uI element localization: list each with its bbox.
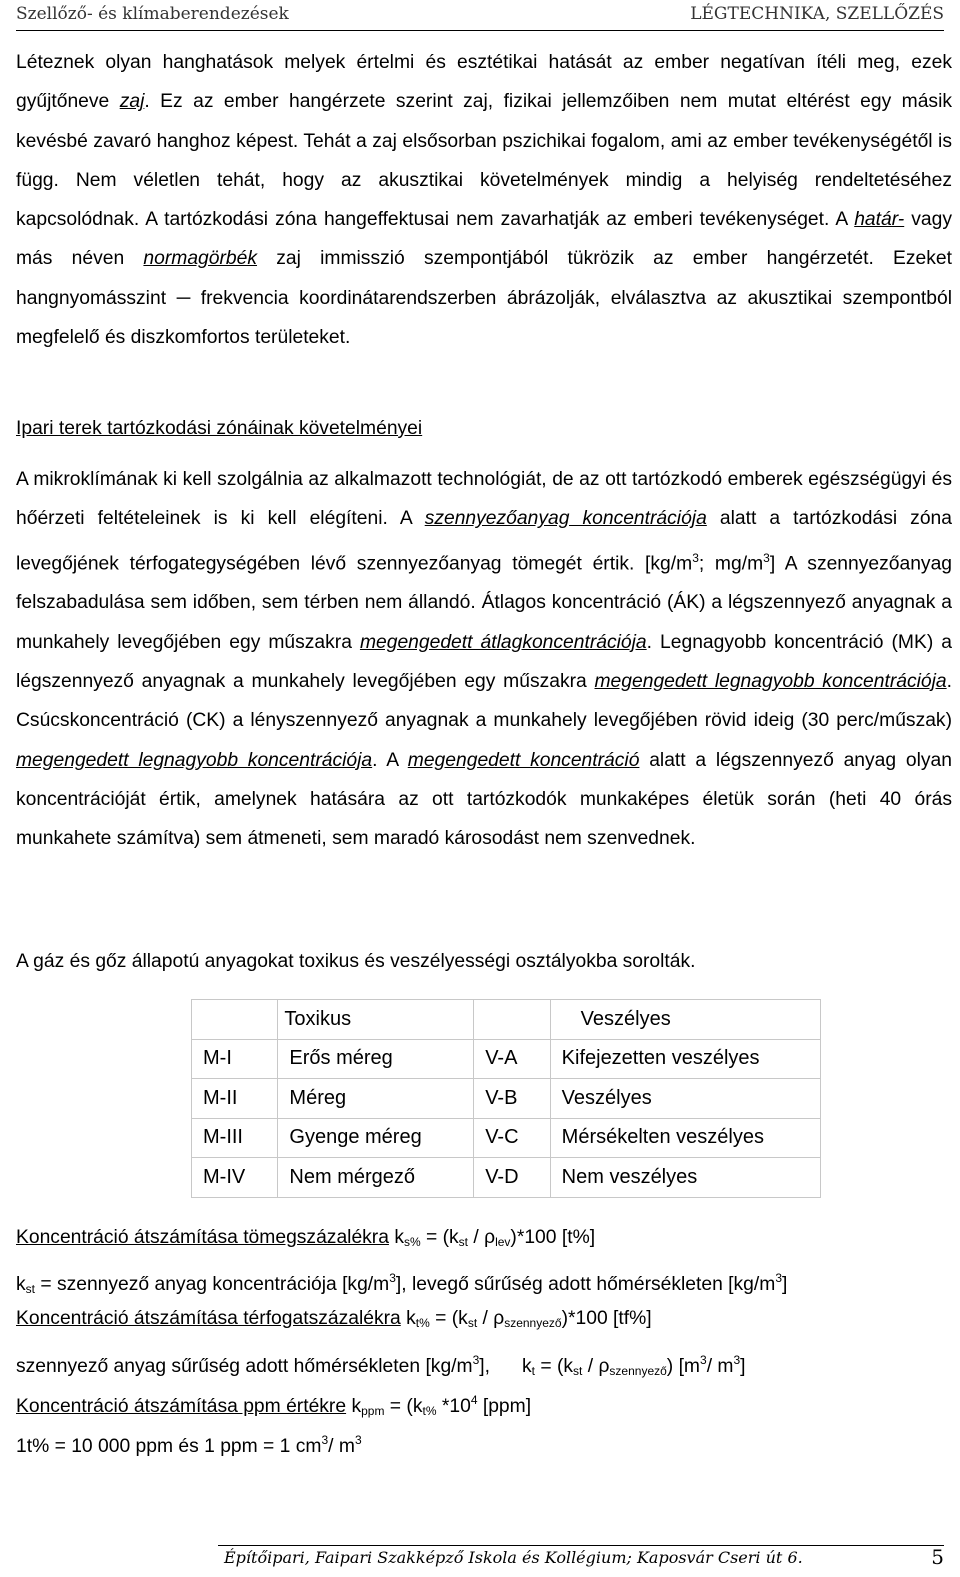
table-row: [192, 1118, 821, 1158]
term-normagorbek: normagörbék: [143, 248, 258, 270]
page-header: [16, 0, 944, 30]
text-span: alatt a légszennyező anyag olyan koncentrációját értik, amelynek hatására az ott tartózkodók munkaképes életük során (heti 40 órás munkahete számítva) sem átmeneti, sem maradó károsodást nem szenvednek.: [16, 749, 952, 850]
text-span: = (k: [534, 1356, 574, 1377]
formula-conversion: [16, 1425, 362, 1462]
table-header-danger: Veszélyes: [550, 1000, 820, 1040]
table-cell: Veszélyes: [550, 1079, 820, 1119]
table-cell: M-III: [192, 1118, 278, 1158]
text-span: . A: [372, 749, 408, 771]
subscript: szennyező: [504, 1316, 562, 1330]
text-span: )*100 [tf%]: [561, 1308, 652, 1329]
text-span: 1t% = 10 000 ppm és 1 ppm = 1 cm: [16, 1436, 322, 1457]
text-span: ; mg/m: [698, 553, 764, 575]
subscript: ppm: [361, 1404, 385, 1418]
text-span: / m: [328, 1436, 355, 1457]
table-cell: Méreg: [278, 1079, 474, 1119]
term-peak-concentration: megengedett legnagyobb koncentrációja: [16, 749, 373, 771]
superscript: 3: [321, 1433, 329, 1447]
text-span: / ρ: [582, 1356, 610, 1377]
table-cell: V-B: [474, 1079, 550, 1119]
text-span: vagy más néven: [16, 209, 952, 270]
text-span: = (k: [429, 1308, 468, 1329]
formula-title: Koncentráció átszámítása térfogatszázalékra: [16, 1308, 401, 1329]
text-span: = szennyező anyag koncentrációja [kg/m: [34, 1274, 390, 1295]
header-title: Szellőző- és klímaberendezések: [16, 4, 289, 24]
formula-title: Koncentráció átszámítása tömegszázalékra: [16, 1227, 389, 1248]
formula-ppm: [16, 1385, 531, 1426]
page-number: 5: [931, 1545, 944, 1569]
table-header-toxic: Toxikus: [278, 1000, 474, 1040]
superscript: 3: [733, 1353, 741, 1367]
table-header-row: [192, 1000, 821, 1040]
paragraph-classes: A gáz és gőz állapotú anyagokat toxikus és veszélyességi osztályokba sorolták.: [16, 951, 696, 972]
toxicity-class-table: [191, 999, 821, 1198]
subscript: szennyező: [609, 1364, 667, 1378]
table-cell: Kifejezetten veszélyes: [550, 1039, 820, 1079]
text-span: ] A szennyezőanyag felszabadulása sem időben, sem térben nem állandó. Átlagos koncentráció (ÁK) a légszennyező anyagnak a munkahely levegőjében egy műszakra: [16, 553, 953, 653]
paragraph-noise: [16, 43, 952, 357]
table-cell: M-I: [192, 1039, 278, 1079]
text-span: = (k: [384, 1396, 423, 1417]
term-pollutant-concentration: szennyezőanyag koncentrációja: [424, 508, 707, 530]
paragraph-microclimate: [16, 460, 952, 858]
formula-definition: [16, 1263, 787, 1304]
table-cell: M-II: [192, 1079, 278, 1119]
table-cell: V-C: [474, 1118, 550, 1158]
table-cell: V-A: [474, 1039, 550, 1079]
table-cell: Erős méreg: [278, 1039, 474, 1079]
subscript: t%: [415, 1316, 430, 1330]
subscript: st: [467, 1316, 478, 1330]
superscript: 4: [470, 1393, 478, 1407]
term-average-concentration: megengedett átlagkoncentrációja: [359, 631, 647, 653]
table-row: [192, 1079, 821, 1119]
section-heading: Ipari terek tartózkodási zónáinak követelményei: [16, 418, 423, 439]
term-hatar: határ-: [854, 209, 905, 231]
footer-rule: [218, 1545, 944, 1546]
text-span: ) [m: [666, 1356, 700, 1377]
text-span: k: [522, 1356, 532, 1377]
table-row: [192, 1039, 821, 1079]
term-zaj: zaj: [119, 91, 145, 113]
text-span: alatt a tartózkodási zóna levegőjének térfogategységében lévő szennyezőanyag tömegét értik. [kg/m: [16, 508, 952, 575]
table-cell: Gyenge méreg: [278, 1118, 474, 1158]
text-span: = (k: [420, 1227, 459, 1248]
table-cell: [474, 1000, 550, 1040]
table-cell: [192, 1000, 278, 1040]
table-cell: Mérsékelten veszélyes: [550, 1118, 820, 1158]
superscript: 3: [354, 1433, 362, 1447]
formula-title: Koncentráció átszámítása ppm értékre: [16, 1396, 347, 1417]
subscript: st: [25, 1282, 35, 1296]
text-span: . Ez az ember hangérzete szerint zaj, fizikai jellemzőiben nem mutat eltérést egy másik kevésbé zavaró hanghoz képest. Tehát a zaj elsősorban pszichikai fogalom, ami az ember tevékenységétől is függ. Nem véletlen tehát, hogy az akusztikai követelmények mindig a helyiség rendeltetéséhez kapcsolódnak. A tartózkodási zóna hangeffektusai nem zavarhatják az emberi tevékenységet. A: [16, 91, 952, 231]
table-cell: M-IV: [192, 1158, 278, 1198]
text-span: A mikroklímának ki kell szolgálnia az alkalmazott technológiát, de az ott tartózkodó emberek egészségügyi és hőérzeti feltételeinek is ki kell elégíteni. A: [16, 469, 952, 530]
text-span: / ρ: [477, 1308, 505, 1329]
subscript: st: [573, 1364, 583, 1378]
table-row: [192, 1158, 821, 1198]
text-span: . Legnagyobb koncentráció (MK) a légszennyező anyagnak a munkahely levegőjében egy műszakra: [16, 631, 953, 692]
subscript: t%: [422, 1404, 437, 1418]
text-span: [ppm]: [477, 1396, 532, 1417]
text-span: )*100 [t%]: [510, 1227, 596, 1248]
table-cell: Nem mérgező: [278, 1158, 474, 1198]
header-rule: [16, 30, 944, 31]
table-cell: V-D: [474, 1158, 550, 1198]
subscript: s%: [403, 1235, 421, 1249]
subscript: t: [531, 1364, 535, 1378]
text-span: / m: [706, 1356, 734, 1377]
superscript: 3: [775, 1271, 782, 1285]
formula-density: [16, 1345, 746, 1386]
term-allowed-concentration: megengedett koncentráció: [407, 749, 640, 771]
term-max-concentration: megengedett legnagyobb koncentrációja: [594, 670, 947, 692]
text-span: ], levegő sűrűség adott hőmérsékleten [kg/m: [395, 1274, 776, 1295]
formula-mass-percent: [16, 1223, 595, 1257]
text-span: k: [394, 1227, 404, 1248]
subscript: st: [458, 1235, 469, 1249]
superscript: 3: [692, 550, 699, 565]
superscript: 3: [472, 1353, 480, 1367]
table-cell: Nem veszélyes: [550, 1158, 820, 1198]
subscript: lev: [495, 1235, 511, 1249]
footer-text: Építőipari, Faipari Szakképző Iskola és Kollégium; Kaposvár Cseri út 6.: [224, 1548, 803, 1567]
text-span: ]: [740, 1356, 746, 1377]
text-span: *10: [436, 1396, 471, 1417]
text-span: k: [351, 1396, 362, 1417]
text-span: ]: [782, 1274, 788, 1295]
text-span: zaj immisszió szempontjából tükrözik az ember hangérzetét. Ezeket hangnyomásszint ─ frekvencia koordinátarendszerben ábrázolják, elválasztva az akusztikai szempontból megfelelő és diszkomfortos területeket.: [16, 248, 952, 349]
superscript: 3: [389, 1271, 396, 1285]
text-span: szennyező anyag sűrűség adott hőmérsékleten [kg/m: [16, 1356, 473, 1377]
text-span: k: [406, 1308, 416, 1329]
text-span: / ρ: [468, 1227, 496, 1248]
text-span: Léteznek olyan hanghatások melyek értelmi és esztétikai hatását az ember negatívan ítéli meg, ezek gyűjtőneve: [16, 52, 952, 113]
superscript: 3: [700, 1353, 707, 1367]
superscript: 3: [763, 550, 770, 565]
text-span: . Csúcskoncentráció (CK) a lényszennyező anyagnak a munkahely levegőjében rövid ideig (30 perc/műszak): [16, 670, 952, 732]
text-span: k: [16, 1274, 26, 1295]
formula-volume-percent: [16, 1304, 652, 1338]
text-span: ],: [479, 1356, 490, 1377]
header-section: LÉGTECHNIKA, SZELLŐZÉS: [690, 4, 944, 24]
